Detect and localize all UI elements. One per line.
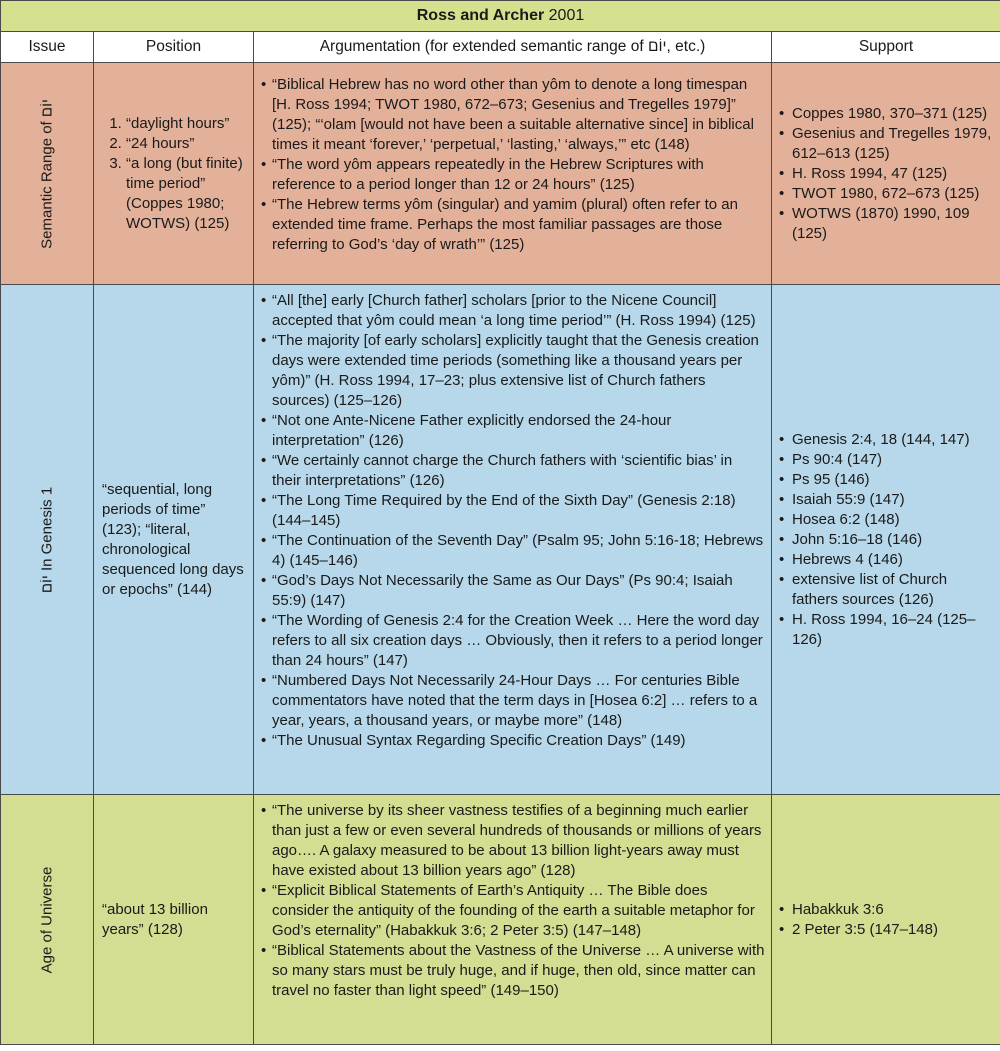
support-item: • Ps 95 (146) [772, 470, 994, 490]
argument-cell [254, 795, 772, 1045]
position-item: 2. “24 hours” [126, 134, 245, 154]
support-item: • Genesis 2:4, 18 (144, 147) [772, 430, 994, 450]
argument-item: • “God’s Days Not Necessarily the Same as Our Days” (Ps 90:4; Isaiah 55:9) (147) [256, 571, 765, 611]
header-support: Support [772, 32, 1000, 63]
argument-item: • “The universe by its sheer vastness testifies of a beginning much earlier than just a few or even several hundreds of thousands or millions of years ago…. A galaxy measured to be about 13 billion light-years away must have existed about 13 billion years ago” (128) [256, 801, 765, 881]
position-item: 1. “daylight hours” [126, 114, 245, 134]
argument-item: • “The Long Time Required by the End of the Sixth Day” (Genesis 2:18) (144–145) [256, 491, 765, 531]
support-item: • Hosea 6:2 (148) [772, 510, 994, 530]
title-year: 2001 [548, 7, 585, 24]
argument-cell [254, 285, 772, 795]
argument-cell [254, 63, 772, 285]
argument-item: • “Numbered Days Not Necessarily 24-Hour Days … For centuries Bible commentators have noted that the term days in [Hosea 6:2] … refers to a year, years, a thousand years, or maybe more” (148) [256, 671, 765, 731]
support-item: • extensive list of Church fathers sources (126) [772, 570, 994, 610]
header-issue: Issue [1, 32, 94, 63]
position-item: 3. “a long (but finite) time period” (Coppes 1980; WOTWS) (125) [126, 154, 245, 234]
argument-item: • “The Hebrew terms yôm (singular) and yamim (plural) often refer to an extended time frame. Perhaps the most familiar passages are those referring to God’s ‘day of wrath’” (125) [256, 195, 765, 255]
issue-cell [1, 63, 94, 285]
support-item: • H. Ross 1994, 47 (125) [772, 164, 994, 184]
support-item: • Gesenius and Tregelles 1979, 612–613 (125) [772, 124, 994, 164]
issue-cell [1, 285, 94, 795]
issue-label: Semantic Range of יוֹם [38, 98, 56, 249]
argument-item: • “The Unusual Syntax Regarding Specific Creation Days” (149) [256, 731, 765, 751]
argument-item: • “Explicit Biblical Statements of Earth’s Antiquity … The Bible does consider the antiquity of the founding of the earth a suitable metaphor for God’s eternality” (Habakkuk 3:6; 2 Peter 3:5) (147–148) [256, 881, 765, 941]
support-cell [772, 285, 1000, 795]
support-item: • Coppes 1980, 370–371 (125) [772, 104, 994, 124]
position-text: “about 13 billion years” (128) [102, 900, 208, 938]
argument-item: • “Biblical Hebrew has no word other than yôm to denote a long timespan [H. Ross 1994; TWOT 1980, 672–673; Gesenius and Tregelles 1979]” (125); “‘olam [would not have been a suitable alternative since] in biblical times it meant ‘forever,’ ‘perpetual,’ ‘lasting,’ ‘always,’” etc (148) [256, 75, 765, 155]
support-item: • H. Ross 1994, 16–24 (125–126) [772, 610, 994, 650]
support-cell [772, 63, 1000, 285]
position-cell [94, 795, 254, 1045]
support-item: • 2 Peter 3:5 (147–148) [772, 920, 994, 940]
argument-item: • “The word yôm appears repeatedly in the Hebrew Scriptures with reference to a period longer than 12 or 24 hours” (125) [256, 155, 765, 195]
support-item: • WOTWS (1870) 1990, 109 (125) [772, 204, 994, 244]
argument-item: • “We certainly cannot charge the Church fathers with ‘scientific bias’ in their interpretations” (126) [256, 451, 765, 491]
support-item: • Hebrews 4 (146) [772, 550, 994, 570]
position-cell [94, 285, 254, 795]
position-text: “sequential, long periods of time” (123); “literal, chronological sequenced long days or epochs” (144) [102, 480, 244, 598]
header-argumentation: Argumentation (for extended semantic range of יוֹם, etc.) [254, 32, 772, 63]
support-item: • Habakkuk 3:6 [772, 900, 994, 920]
support-cell [772, 795, 1000, 1045]
header-position: Position [94, 32, 254, 63]
table-title [1, 1, 1000, 32]
support-item: • John 5:16–18 (146) [772, 530, 994, 550]
support-item: • TWOT 1980, 672–673 (125) [772, 184, 994, 204]
table-row [1, 795, 1000, 1045]
position-cell [94, 63, 254, 285]
issue-label: Age of Universe [38, 866, 56, 973]
argument-item: • “Not one Ante-Nicene Father explicitly endorsed the 24-hour interpretation” (126) [256, 411, 765, 451]
title-authors: Ross and Archer [416, 7, 545, 24]
argument-item: • “The Continuation of the Seventh Day” (Psalm 95; John 5:16-18; Hebrews 4) (145–146) [256, 531, 765, 571]
argument-item: • “Biblical Statements about the Vastness of the Universe … A universe with so many stars must be truly huge, and if huge, then old, since matter can travel no faster than light speed” (149–150) [256, 941, 765, 1001]
argument-item: • “All [the] early [Church father] scholars [prior to the Nicene Council] accepted that yôm could mean ‘a long time period’” (H. Ross 1994) (125) [256, 291, 765, 331]
table-row [1, 63, 1000, 285]
issue-cell [1, 795, 94, 1045]
argument-item: • “The majority [of early scholars] explicitly taught that the Genesis creation days were extended time periods (something like a thousand years per yôm)” (H. Ross 1994, 17–23; plus extensive list of Church fathers sources) (125–126) [256, 331, 765, 411]
issue-label: יוֹם In Genesis 1 [38, 486, 56, 593]
position-list [102, 114, 245, 234]
argument-item: • “The Wording of Genesis 2:4 for the Creation Week … Here the word day refers to all six creation days … Obviously, then it refers to a period longer than 24 hours” (147) [256, 611, 765, 671]
table-row [1, 285, 1000, 795]
support-item: • Isaiah 55:9 (147) [772, 490, 994, 510]
support-item: • Ps 90:4 (147) [772, 450, 994, 470]
